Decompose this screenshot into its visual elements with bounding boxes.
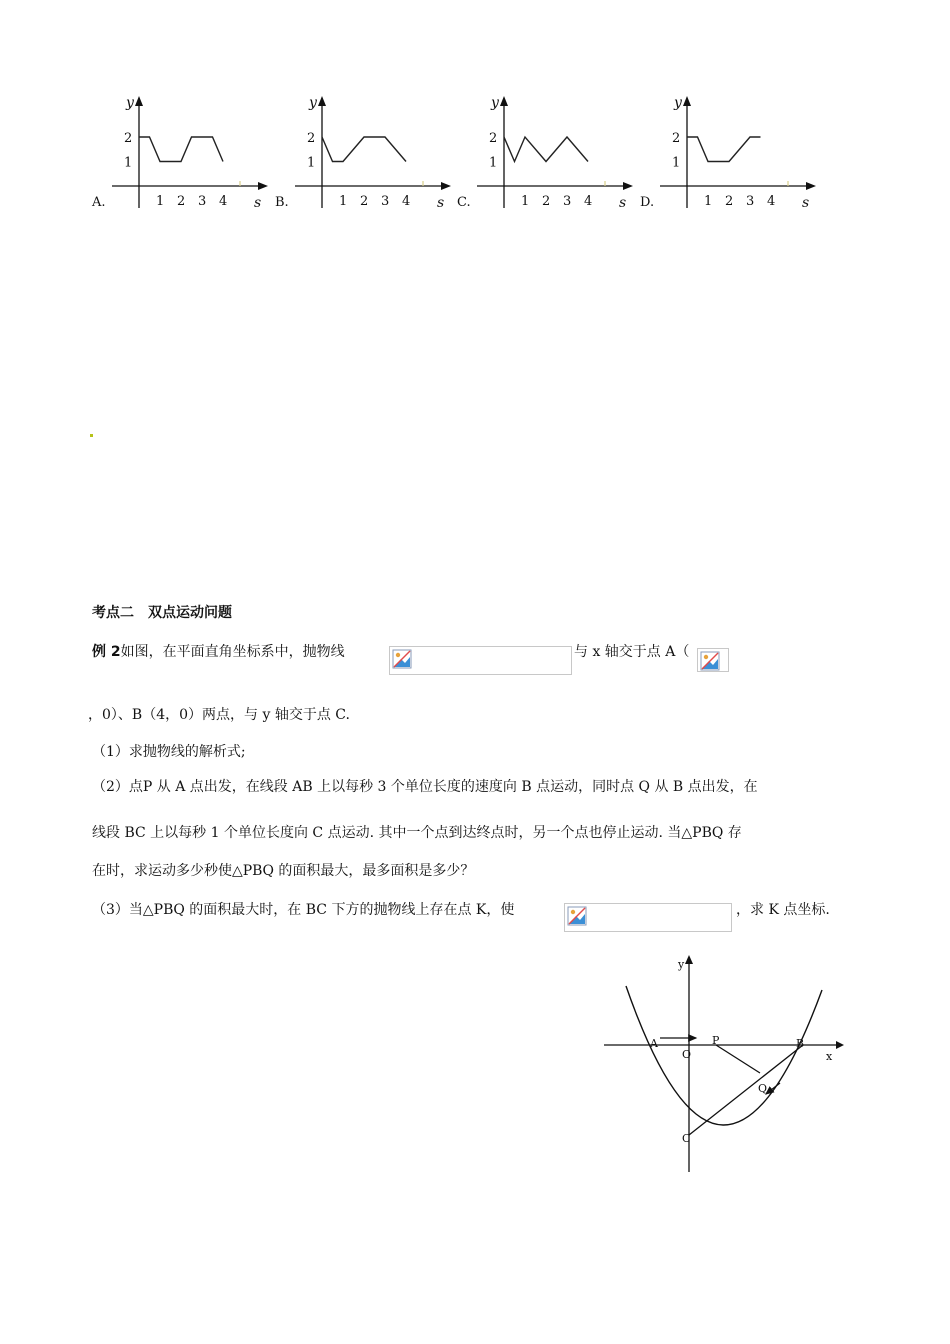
- graph-line: [322, 137, 406, 162]
- y-tick-label: 2: [124, 131, 133, 146]
- x-tick-label: 1: [521, 194, 530, 209]
- graph-line: [504, 137, 588, 162]
- formula-image-point-a: [697, 648, 729, 672]
- step-graph: [640, 90, 820, 215]
- graph-line: [687, 137, 761, 162]
- option-label: C.: [457, 195, 471, 210]
- x-tick-label: 4: [219, 194, 228, 209]
- broken-image-icon: [567, 906, 587, 926]
- axis-label-s: s: [619, 195, 627, 211]
- fig-label-o: O: [682, 1048, 692, 1061]
- y-arrow-icon: [135, 96, 143, 106]
- fig-label-c: C: [682, 1132, 691, 1145]
- x-tick-label: 1: [704, 194, 713, 209]
- question-3-b: ，求 K 点坐标.: [736, 902, 830, 918]
- fig-label-q: Q: [758, 1082, 768, 1095]
- example-text-a: 如图，在平面直角坐标系中，抛物线: [120, 644, 345, 660]
- x-arrow-icon: [806, 182, 816, 190]
- x-tick-label: 1: [339, 194, 348, 209]
- section-title: 考点二 双点运动问题: [92, 605, 232, 621]
- x-tick-label: 3: [746, 194, 755, 209]
- example-line2: ，0）、B（4，0）两点，与 y 轴交于点 C.: [88, 707, 350, 723]
- y-tick-label: 2: [672, 131, 681, 146]
- example-line1: [92, 643, 345, 661]
- arrow-q-direction: [766, 1083, 780, 1094]
- stray-mark: [90, 434, 93, 437]
- step-graph: [457, 90, 637, 215]
- y-tick-label: 1: [124, 155, 133, 171]
- x-tick-label: 3: [198, 194, 207, 209]
- option-label: B.: [275, 195, 289, 210]
- step-graph: [275, 90, 455, 215]
- segment-bc: [689, 1045, 803, 1135]
- x-arrow-icon: [441, 182, 451, 190]
- question-1: （1）求抛物线的解析式;: [92, 744, 246, 760]
- x-tick-label: 2: [725, 194, 734, 209]
- y-arrow-icon: [318, 96, 326, 106]
- x-arrow-icon: [258, 182, 268, 190]
- x-tick-label: 4: [402, 194, 411, 209]
- formula-image-parabola: [389, 646, 572, 675]
- broken-image-icon: [392, 649, 412, 669]
- example-label: 例 2: [92, 644, 121, 660]
- fig-label-x: x: [826, 1050, 833, 1063]
- question-2-line2: 线段 BC 上以每秒 1 个单位长度向 C 点运动. 其中一个点到达终点时，另一个点也停止运动. 当△PBQ 存: [92, 825, 742, 841]
- axis-label-s: s: [254, 195, 262, 211]
- axis-label-s: s: [437, 195, 445, 211]
- axis-label-s: s: [802, 195, 810, 211]
- option-label: D.: [640, 195, 655, 210]
- y-tick-label: 2: [307, 131, 316, 146]
- axis-label-y: y: [309, 95, 317, 111]
- formula-image-condition: [564, 903, 732, 932]
- axis-label-y: y: [674, 95, 682, 111]
- parabola-curve: [626, 986, 822, 1125]
- y-tick-label: 1: [307, 155, 316, 171]
- x-tick-label: 2: [542, 194, 551, 209]
- x-tick-label: 3: [563, 194, 572, 209]
- y-tick-label: 1: [672, 155, 681, 171]
- question-2-line3: 在时，求运动多少秒使△PBQ 的面积最大，最多面积是多少？: [92, 863, 475, 879]
- fig-label-y: y: [678, 958, 685, 971]
- question-2-line1: （2）点P 从 A 点出发，在线段 AB 上以每秒 3 个单位长度的速度向 B 点运动，同时点 Q 从 B 点出发，在: [92, 779, 758, 795]
- x-tick-label: 1: [156, 194, 165, 209]
- step-graph: [92, 90, 272, 215]
- y-arrow-icon: [683, 96, 691, 106]
- example-text-b: 与 x 轴交于点 A（: [574, 644, 690, 660]
- x-arrow-icon: [623, 182, 633, 190]
- x-tick-label: 2: [177, 194, 186, 209]
- x-tick-label: 4: [767, 194, 776, 209]
- y-axis-arrow-icon: [685, 955, 693, 964]
- x-tick-label: 2: [360, 194, 369, 209]
- question-3-a: （3）当△PBQ 的面积最大时，在 BC 下方的抛物线上存在点 K，使: [92, 902, 515, 918]
- segment-pq: [716, 1045, 760, 1073]
- fig-label-a: A: [650, 1037, 658, 1050]
- axis-label-y: y: [126, 95, 134, 111]
- fig-label-p: P: [712, 1034, 720, 1047]
- x-tick-label: 3: [381, 194, 390, 209]
- axis-label-y: y: [491, 95, 499, 111]
- graph-line: [139, 137, 223, 162]
- x-tick-label: 4: [584, 194, 593, 209]
- option-label: A.: [92, 195, 106, 210]
- broken-image-icon: [700, 651, 720, 671]
- y-tick-label: 2: [489, 131, 498, 146]
- y-tick-label: 1: [489, 155, 498, 171]
- x-axis-arrow-icon: [836, 1041, 844, 1049]
- y-arrow-icon: [500, 96, 508, 106]
- parabola-figure: [600, 950, 845, 1175]
- fig-label-b: B: [796, 1037, 805, 1050]
